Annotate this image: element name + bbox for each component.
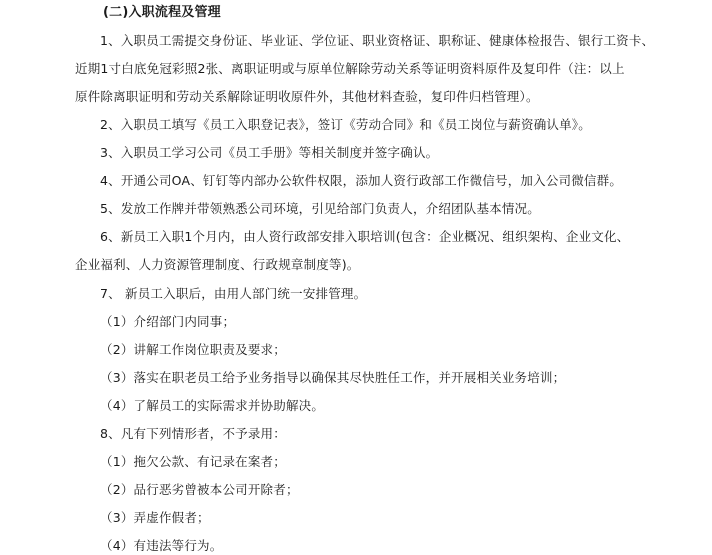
list-item: （1）介绍部门内同事； [100,314,236,329]
list-item: （2）品行恶劣曾被本公司开除者； [100,482,299,497]
paragraph-line: 企业福利、人力资源管理制度、行政规章制度等)。 [75,257,360,272]
list-item: （3）弄虚作假者； [100,510,210,525]
paragraph-line: 7、 新员工入职后，由用人部门统一安排管理。 [100,286,367,301]
paragraph-line: 6、新员工入职1个月内，由人资行政部安排入职培训(包含：企业概况、组织架构、企业文化、 [100,229,630,244]
list-item: （2）讲解工作岗位职责及要求； [100,342,286,357]
paragraph-line: 5、发放工作牌并带领熟悉公司环境，引见给部门负责人，介绍团队基本情况。 [100,201,540,216]
list-item: （3）落实在职老员工给予业务指导以确保其尽快胜任工作，并开展相关业务培训； [100,370,566,385]
section-heading: (二)入职流程及管理 [103,5,221,20]
paragraph-line: 近期1寸白底免冠彩照2张、离职证明或与原单位解除劳动关系等证明资料原件及复印件（注：以上 [75,61,625,76]
paragraph-line: 8、凡有下列情形者，不予录用： [100,426,286,441]
paragraph-line: 2、入职员工填写《员工入职登记表》，签订《劳动合同》和《员工岗位与薪资确认单》。 [100,117,591,132]
paragraph-line: 原件除离职证明和劳动关系解除证明收原件外，其他材料查验，复印件归档管理）。 [75,89,539,104]
paragraph-line: 4、开通公司OA、钉钉等内部办公软件权限，添加人资行政部工作微信号，加入公司微信群。 [100,173,623,188]
paragraph-line: 1、入职员工需提交身份证、毕业证、学位证、职业资格证、职称证、健康体检报告、银行工资卡、 [100,33,655,48]
paragraph-line: 3、入职员工学习公司《员工手册》等相关制度并签字确认。 [100,145,439,160]
list-item: （1）拖欠公款、有记录在案者； [100,454,286,469]
list-item: （4）有违法等行为。 [100,538,223,553]
list-item: （4）了解员工的实际需求并协助解决。 [100,398,325,413]
